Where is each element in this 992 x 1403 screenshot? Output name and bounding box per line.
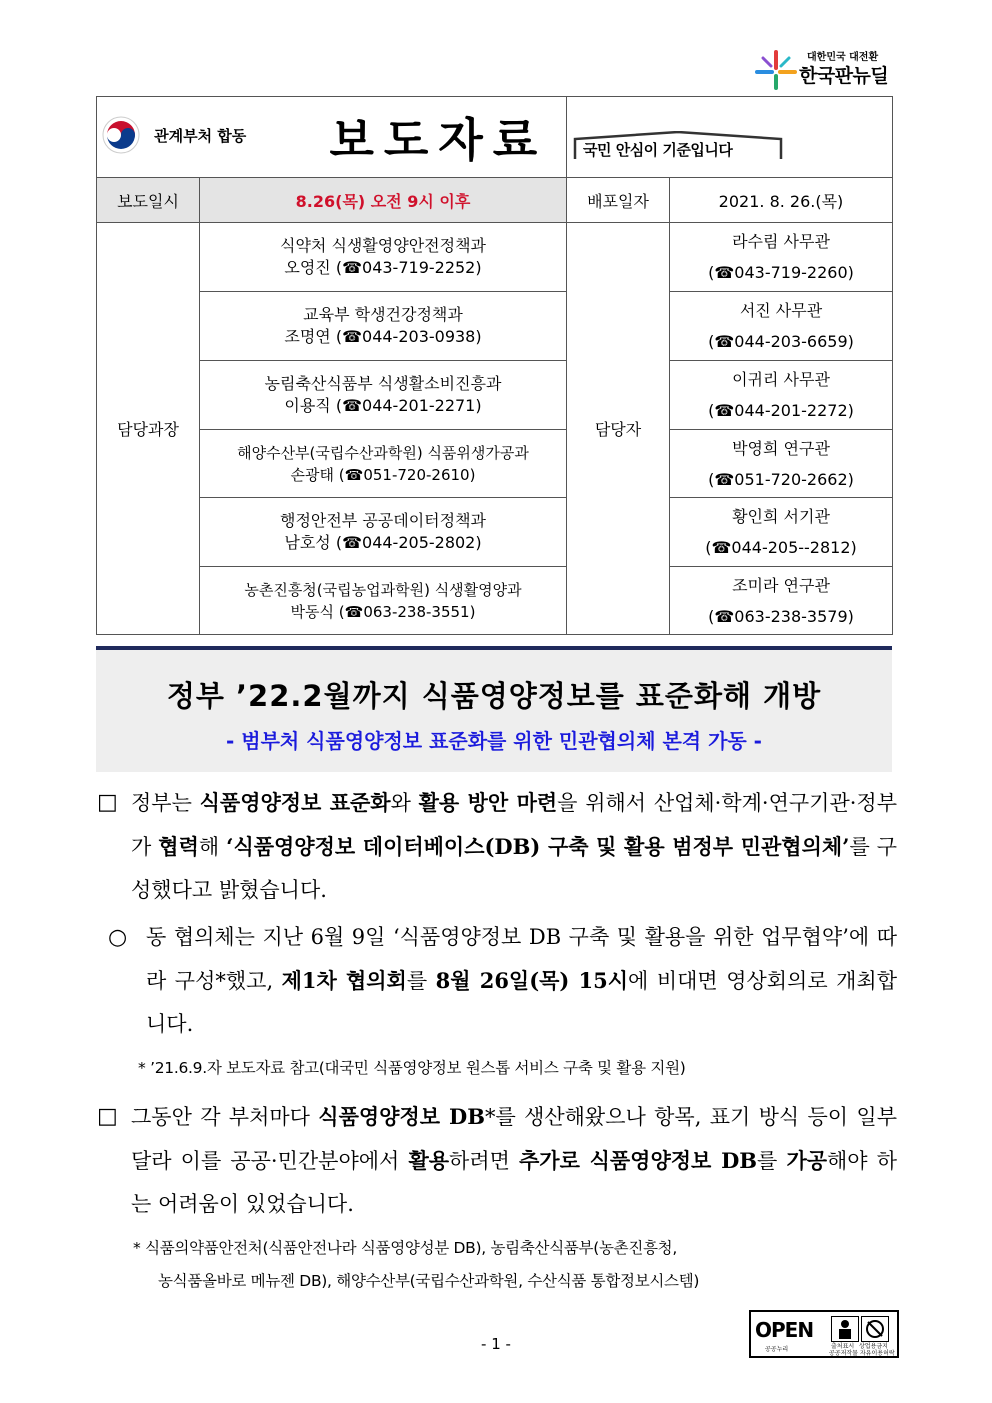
badge-label-noncommercial: 상업용금지 bbox=[859, 1343, 888, 1350]
contact-person: 라수림 사무관 (☎043-719-2260) bbox=[670, 223, 893, 292]
footnote-1: * ’21.6.9.자 보도자료 참고(대국민 식품영양정보 원스톱 서비스 구축 및 활용 지원) bbox=[138, 1059, 686, 1077]
new-deal-star-icon bbox=[755, 50, 797, 90]
doc-type-title: 보도자료 bbox=[329, 113, 548, 167]
contact-person: 서진 사무관 (☎044-203-6659) bbox=[670, 292, 893, 361]
footnote-2-line-1: * 식품의약품안전처(식품안전나라 식품영양성분 DB), 농림축산식품부(농촌진흥청, bbox=[133, 1239, 677, 1257]
badge-label-kogl: 공공누리 bbox=[765, 1346, 789, 1353]
person-label: 담당자 bbox=[567, 223, 670, 635]
contact-person: 황인희 서기관 (☎044-205--2812) bbox=[670, 498, 893, 567]
ministries-cell bbox=[97, 97, 247, 178]
slogan-cell bbox=[567, 97, 893, 178]
government-emblem-icon bbox=[101, 115, 141, 155]
badge-label-attribution: 출처표시 bbox=[831, 1343, 855, 1350]
footnote-2-line-2: 농식품올바로 메뉴젠 DB), 해양수산부(국립수산과학원, 수산식품 통합정보시스템) bbox=[158, 1272, 700, 1290]
page-number: - 1 - bbox=[481, 1335, 511, 1353]
slogan-box bbox=[573, 131, 783, 161]
circle-bullet-icon: ○ bbox=[108, 925, 128, 950]
logo-subtitle: 대한민국 대전환 bbox=[807, 52, 879, 63]
contact-dept: 농촌진흥청(국립농업과학원) 식생활영양과 박동식 (☎063-238-3551) bbox=[200, 567, 567, 635]
contact-dept: 교육부 학생건강정책과 조명연 (☎044-203-0938) bbox=[200, 292, 567, 361]
headline-title: 정부 ’22.2월까지 식품영양정보를 표준화해 개방 bbox=[166, 679, 822, 713]
slogan-text: 국민 안심이 기준입니다 bbox=[583, 141, 733, 159]
contact-person: 이귀리 사무관 (☎044-201-2272) bbox=[670, 361, 893, 430]
paragraph-1: 정부는 식품영양정보 표준화와 활용 방안 마련을 위해서 산업체·학계·연구기관·정부가 협력해 ‘식품영양정보 데이터베이스(DB) 구축 및 활용 범정부 민관협의체’를 구성했다고 밝혔습니다. bbox=[131, 790, 898, 902]
contact-dept: 행정안전부 공공데이터정책과 남호성 (☎044-205-2802) bbox=[200, 498, 567, 567]
release-date: 8.26(목) 오전 9시 이후 bbox=[200, 178, 567, 223]
open-logo-text: OPEN bbox=[755, 1318, 814, 1342]
press-release-header-table bbox=[96, 96, 893, 635]
logo-title: 한국판뉴딜 bbox=[799, 65, 889, 87]
contact-person: 조미라 연구관 (☎063-238-3579) bbox=[670, 567, 893, 635]
contact-person: 박영희 연구관 (☎051-720-2662) bbox=[670, 430, 893, 498]
distribution-label: 배포일자 bbox=[567, 178, 670, 223]
contact-dept: 해양수산부(국립수산과학원) 식품위생가공과 손광태 (☎051-720-2610) bbox=[200, 430, 567, 498]
release-label: 보도일시 bbox=[97, 178, 200, 223]
headline-subtitle: - 범부처 식품영양정보 표준화를 위한 민관협의체 본격 가동 - bbox=[226, 729, 762, 753]
headline-box bbox=[96, 646, 892, 772]
paragraph-3: 그동안 각 부처마다 식품영양정보 DB*를 생산해왔으나 항목, 표기 방식 등이 일부 달라 이를 공공·민간분야에서 활용하려면 추가로 식품영양정보 DB를 가공해야 하는 어려움이 있었습니다. bbox=[131, 1104, 897, 1216]
korean-new-deal-logo bbox=[755, 48, 900, 92]
square-bullet-icon: □ bbox=[97, 790, 118, 815]
ministries-label: 관계부처 합동 bbox=[154, 126, 247, 145]
distribution-date: 2021. 8. 26.(목) bbox=[670, 178, 893, 223]
square-bullet-icon: □ bbox=[97, 1104, 118, 1129]
paragraph-2: 동 협의체는 지난 6월 9일 ‘식품영양정보 DB 구축 및 활용을 위한 업무협약’에 따라 구성*했고, 제1차 협의회를 8월 26일(목) 15시에 비대면 영상회의로 개최합니다. bbox=[146, 925, 897, 1036]
contact-dept: 농림축산식품부 식생활소비진흥과 이용직 (☎044-201-2271) bbox=[200, 361, 567, 430]
contact-dept: 식약처 식생활영양안전정책과 오영진 (☎043-719-2252) bbox=[200, 223, 567, 292]
dept-head-label: 담당과장 bbox=[97, 223, 200, 635]
badge-label-free-use: 공공저작물 자유이용허락 bbox=[829, 1350, 895, 1357]
